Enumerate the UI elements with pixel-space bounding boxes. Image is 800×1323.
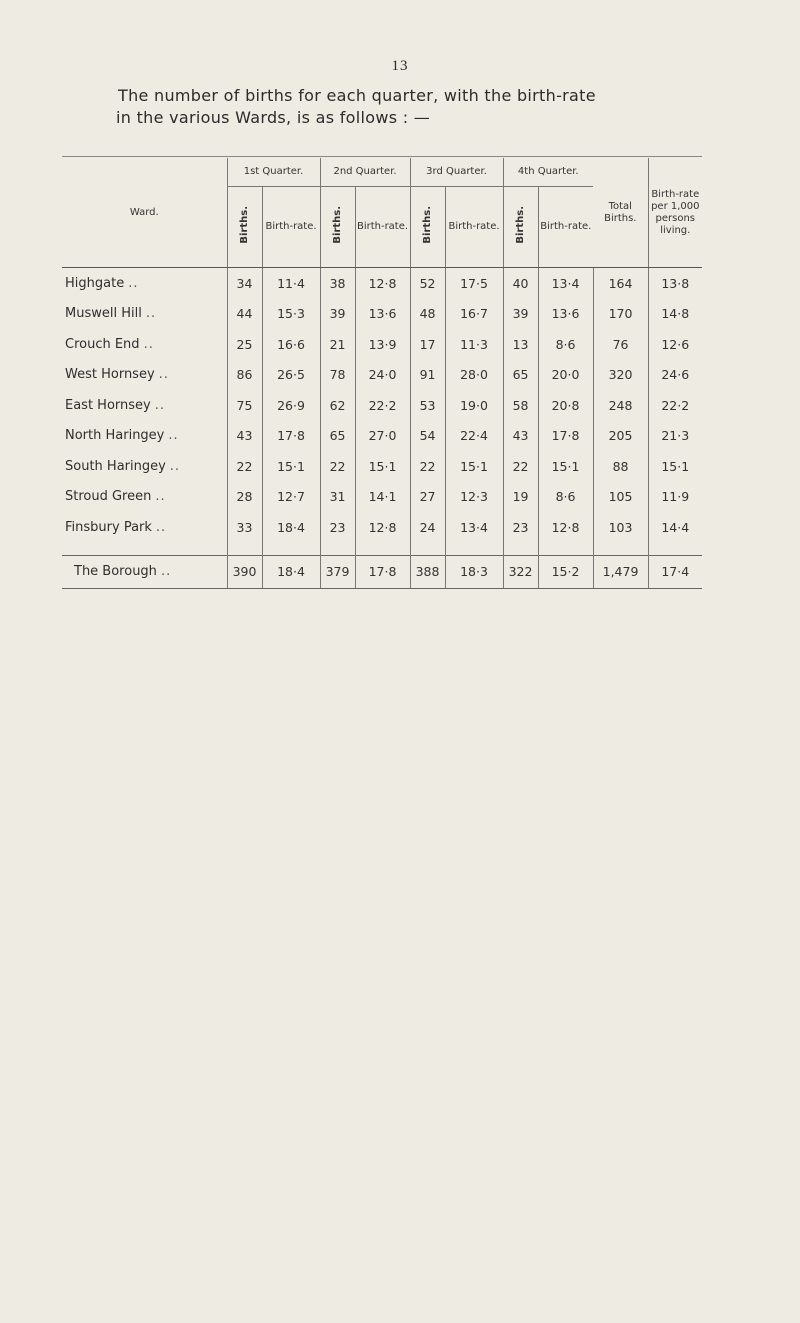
header-q4-rate: Birth-rate.: [538, 187, 593, 268]
header-q3-births: Births.: [410, 187, 445, 268]
table-row: [62, 299, 702, 330]
page-number: 13: [391, 58, 409, 74]
header-q2-rate: Birth-rate.: [355, 187, 410, 268]
total-births: 320: [593, 360, 648, 391]
rate-per-1000: 11·9: [648, 482, 702, 513]
table-row: [62, 421, 702, 452]
q3-births: 22: [410, 451, 445, 482]
q1-births: 22: [227, 451, 262, 482]
q2-rate: 13·9: [355, 329, 410, 360]
ward-name: Finsbury Park ..: [65, 519, 167, 535]
q3-births: 91: [410, 360, 445, 391]
table-row: [62, 268, 702, 299]
ward-name: Highgate ..: [65, 275, 139, 291]
q3-rate: 28·0: [445, 360, 503, 391]
rate-per-1000: 24·6: [648, 360, 702, 391]
q3-births: 27: [410, 482, 445, 513]
header-q3-rate: Birth-rate.: [445, 187, 503, 268]
ward-name: West Hornsey ..: [65, 367, 169, 383]
rate-per-1000: 17·4: [648, 555, 702, 588]
rate-per-1000: 15·1: [648, 451, 702, 482]
header-ward: Ward.: [62, 158, 227, 268]
header-rate-per-1000: Birth-rate per 1,000 persons living.: [648, 158, 702, 268]
header-q1-births: Births.: [227, 187, 262, 268]
ward-name: The Borough ..: [62, 555, 227, 588]
q1-rate: 16·6: [262, 329, 320, 360]
ward-name: North Haringey ..: [65, 428, 179, 444]
q3-rate: 19·0: [445, 390, 503, 421]
q1-rate: 18·4: [262, 555, 320, 588]
q4-births: 40: [503, 268, 538, 299]
q3-births: 388: [410, 555, 445, 588]
total-births: 164: [593, 268, 648, 299]
total-births: 205: [593, 421, 648, 452]
q2-rate: 17·8: [355, 555, 410, 588]
q1-births: 75: [227, 390, 262, 421]
q3-births: 48: [410, 299, 445, 330]
q4-births: 39: [503, 299, 538, 330]
header-q3: 3rd Quarter.: [410, 158, 503, 187]
header-q1-rate: Birth-rate.: [262, 187, 320, 268]
header-q4-births: Births.: [503, 187, 538, 268]
table-row: [62, 329, 702, 360]
q2-births: 39: [320, 299, 355, 330]
q1-births: 33: [227, 512, 262, 543]
total-births: 105: [593, 482, 648, 513]
q2-rate: 14·1: [355, 482, 410, 513]
total-births: 103: [593, 512, 648, 543]
q2-births: 23: [320, 512, 355, 543]
q4-rate: 8·6: [538, 482, 593, 513]
rate-per-1000: 14·4: [648, 512, 702, 543]
q1-births: 43: [227, 421, 262, 452]
q4-rate: 13·4: [538, 268, 593, 299]
q2-rate: 13·6: [355, 299, 410, 330]
table-row: [62, 482, 702, 513]
q3-rate: 22·4: [445, 421, 503, 452]
table-top-rule: [62, 156, 702, 157]
total-births: 1,479: [593, 555, 648, 588]
q3-rate: 18·3: [445, 555, 503, 588]
rate-per-1000: 13·8: [648, 268, 702, 299]
q3-rate: 17·5: [445, 268, 503, 299]
q4-births: 22: [503, 451, 538, 482]
q2-rate: 27·0: [355, 421, 410, 452]
q2-births: 21: [320, 329, 355, 360]
q1-births: 25: [227, 329, 262, 360]
q2-rate: 12·8: [355, 512, 410, 543]
spacer-row: [62, 543, 702, 556]
table-row: [62, 451, 702, 482]
borough-total-row: [62, 555, 702, 588]
q3-rate: 11·3: [445, 329, 503, 360]
table-row: [62, 512, 702, 543]
q2-births: 22: [320, 451, 355, 482]
q3-rate: 16·7: [445, 299, 503, 330]
total-births: 248: [593, 390, 648, 421]
q3-births: 53: [410, 390, 445, 421]
q4-births: 19: [503, 482, 538, 513]
ward-name: Muswell Hill ..: [65, 306, 157, 322]
q4-rate: 17·8: [538, 421, 593, 452]
table-row: [62, 390, 702, 421]
header-q2: 2nd Quarter.: [320, 158, 410, 187]
q1-rate: 26·9: [262, 390, 320, 421]
q1-rate: 11·4: [262, 268, 320, 299]
header-q4: 4th Quarter.: [503, 158, 593, 187]
q2-births: 38: [320, 268, 355, 299]
q2-rate: 22·2: [355, 390, 410, 421]
rate-per-1000: 22·2: [648, 390, 702, 421]
q2-rate: 15·1: [355, 451, 410, 482]
q1-rate: 17·8: [262, 421, 320, 452]
q1-births: 28: [227, 482, 262, 513]
q4-rate: 20·0: [538, 360, 593, 391]
ward-name: East Hornsey ..: [65, 397, 165, 413]
q1-rate: 12·7: [262, 482, 320, 513]
q2-rate: 12·8: [355, 268, 410, 299]
total-births: 88: [593, 451, 648, 482]
q3-births: 17: [410, 329, 445, 360]
q3-births: 52: [410, 268, 445, 299]
q4-births: 13: [503, 329, 538, 360]
intro-paragraph: [118, 85, 758, 129]
q2-rate: 24·0: [355, 360, 410, 391]
ward-name: Stroud Green ..: [65, 489, 166, 505]
rate-per-1000: 21·3: [648, 421, 702, 452]
q4-rate: 8·6: [538, 329, 593, 360]
q1-rate: 26·5: [262, 360, 320, 391]
total-births: 170: [593, 299, 648, 330]
q4-births: 43: [503, 421, 538, 452]
births-by-ward-table: [62, 158, 702, 589]
q4-rate: 20·8: [538, 390, 593, 421]
q1-births: 86: [227, 360, 262, 391]
total-births: 76: [593, 329, 648, 360]
header-q1: 1st Quarter.: [227, 158, 320, 187]
q3-rate: 12·3: [445, 482, 503, 513]
q1-rate: 15·1: [262, 451, 320, 482]
q1-births: 44: [227, 299, 262, 330]
q2-births: 62: [320, 390, 355, 421]
rate-per-1000: 14·8: [648, 299, 702, 330]
q4-rate: 15·2: [538, 555, 593, 588]
ward-name: Crouch End ..: [65, 336, 154, 352]
q4-rate: 13·6: [538, 299, 593, 330]
ward-name: South Haringey ..: [65, 458, 181, 474]
intro-line-2: in the various Wards, is as follows : —: [116, 108, 431, 127]
table-row: [62, 360, 702, 391]
q2-births: 379: [320, 555, 355, 588]
q2-births: 65: [320, 421, 355, 452]
q1-births: 390: [227, 555, 262, 588]
q4-births: 23: [503, 512, 538, 543]
q2-births: 31: [320, 482, 355, 513]
rate-per-1000: 12·6: [648, 329, 702, 360]
q1-births: 34: [227, 268, 262, 299]
q4-rate: 12·8: [538, 512, 593, 543]
q1-rate: 15·3: [262, 299, 320, 330]
q2-births: 78: [320, 360, 355, 391]
q4-births: 58: [503, 390, 538, 421]
q4-births: 65: [503, 360, 538, 391]
q3-rate: 15·1: [445, 451, 503, 482]
q4-rate: 15·1: [538, 451, 593, 482]
q1-rate: 18·4: [262, 512, 320, 543]
q3-births: 54: [410, 421, 445, 452]
header-q2-births: Births.: [320, 187, 355, 268]
q3-births: 24: [410, 512, 445, 543]
q4-births: 322: [503, 555, 538, 588]
q3-rate: 13·4: [445, 512, 503, 543]
header-total-births: Total Births.: [593, 158, 648, 268]
intro-line-1: The number of births for each quarter, with the birth-rate: [118, 86, 596, 105]
